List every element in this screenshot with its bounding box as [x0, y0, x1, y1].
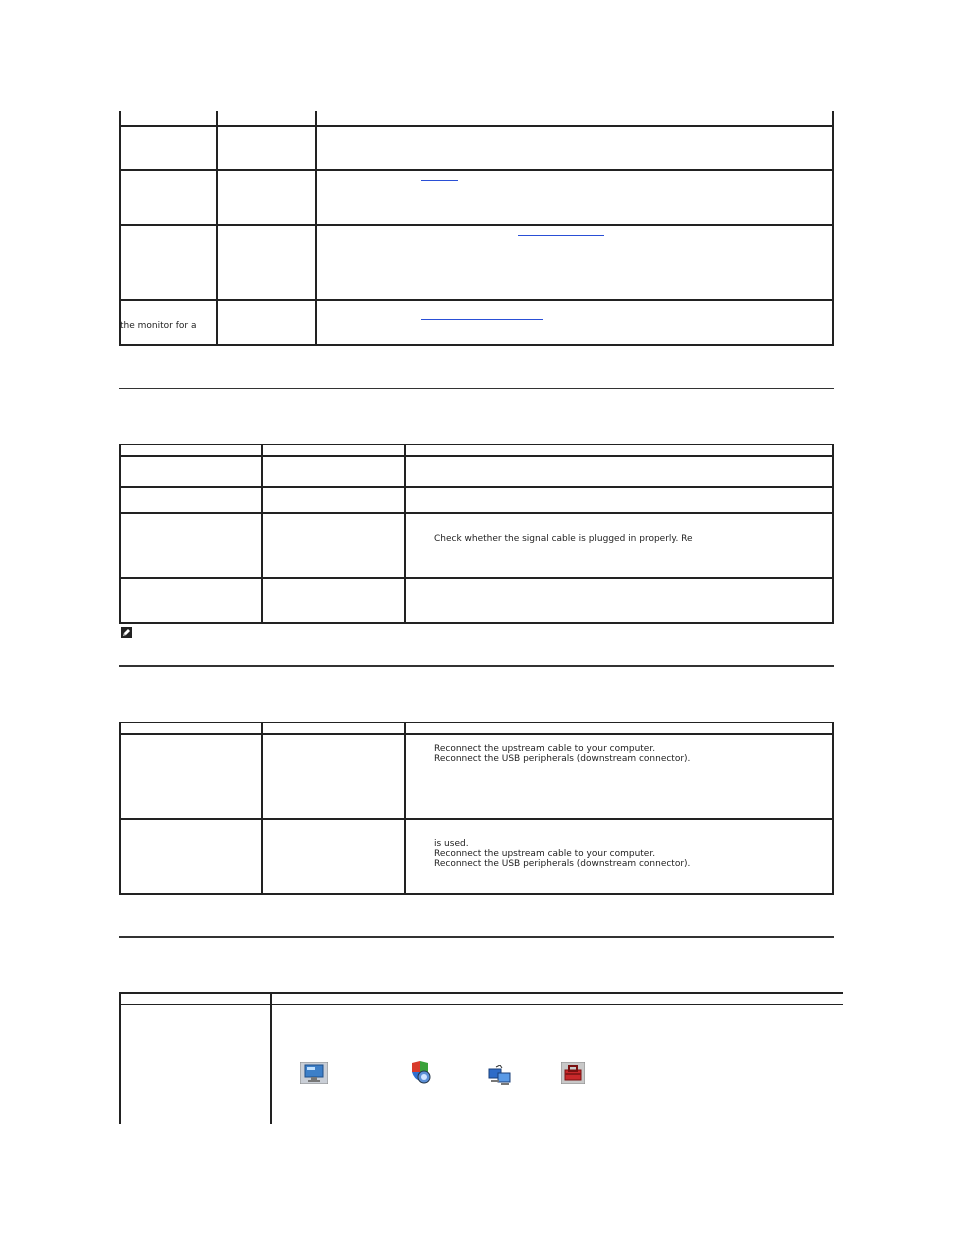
display-settings-icon[interactable] [300, 1062, 328, 1084]
section-divider-3 [119, 936, 834, 938]
note-pencil-icon [121, 627, 132, 638]
security-shield-icon[interactable] [409, 1061, 433, 1085]
link-table1-row3[interactable] [518, 235, 604, 236]
table-4 [119, 992, 844, 1124]
table3-row1-line-1: Reconnect the upstream cable to your computer. [434, 744, 656, 754]
section-divider-2 [119, 665, 834, 667]
toolbox-icon[interactable] [561, 1062, 585, 1084]
table2-row3-cell-text: Check whether the signal cable is plugged in properly. Re [434, 534, 693, 544]
table3-row1-line-2: Reconnect the USB peripherals (downstream connector). [434, 754, 691, 764]
table-1 [119, 111, 835, 346]
table1-row4-cell-text: the monitor for a [120, 321, 197, 331]
section-divider-1 [119, 388, 834, 389]
table-3 [119, 722, 835, 895]
table-2 [119, 444, 835, 624]
network-icon[interactable] [488, 1065, 512, 1087]
link-table1-row2[interactable] [421, 180, 458, 181]
table3-row2-line-3: Reconnect the USB peripherals (downstream connector). [434, 859, 691, 869]
table3-row2-line-1: is used. [434, 839, 469, 849]
table3-row2-line-2: Reconnect the upstream cable to your computer. [434, 849, 656, 859]
link-table1-row4[interactable] [421, 319, 543, 320]
